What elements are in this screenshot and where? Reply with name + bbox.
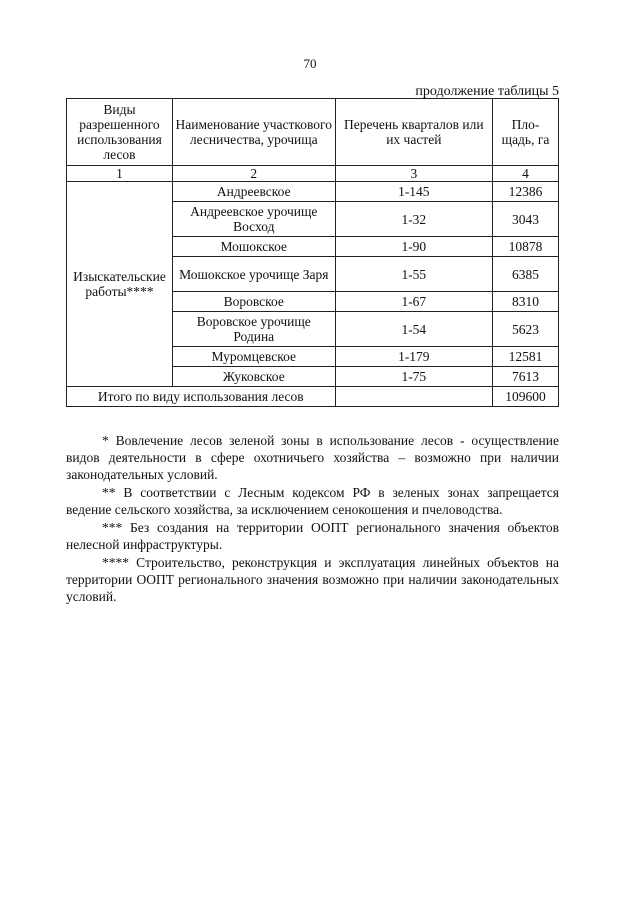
forestry-name: Андреевское урочище Восход [172, 202, 335, 237]
table-caption: продолжение таблицы 5 [415, 84, 559, 99]
area-value: 6385 [493, 257, 559, 292]
column-number-row [67, 166, 559, 182]
page-number: 70 [303, 56, 317, 71]
forestry-name: Воровское [172, 292, 335, 312]
header-forestry-name: Наименование участкового лесничества, урочища [172, 99, 335, 166]
total-row [67, 387, 559, 407]
header-area: Пло-щадь, га [493, 99, 559, 166]
footnote-3: *** Без создания на территории ООПТ регионального значения объектов нелесной инфраструктуры. [66, 520, 559, 552]
quarters-range: 1-90 [335, 237, 493, 257]
area-value: 12386 [493, 182, 559, 202]
area-value: 5623 [493, 312, 559, 347]
header-quarters-list: Перечень кварталов или их частей [335, 99, 493, 166]
quarters-range: 1-67 [335, 292, 493, 312]
quarters-range: 1-75 [335, 367, 493, 387]
column-number: 2 [172, 166, 335, 182]
forestry-name: Муромцевское [172, 347, 335, 367]
footnotes [66, 432, 559, 606]
forestry-name: Мошокское [172, 237, 335, 257]
quarters-range: 1-55 [335, 257, 493, 292]
forestry-name: Мошокское урочище Заря [172, 257, 335, 292]
forestry-name: Жуковское [172, 367, 335, 387]
table-row [67, 182, 559, 202]
quarters-range: 1-179 [335, 347, 493, 367]
header-use-type: Виды разрешенного использования лесов [67, 99, 173, 166]
footnote-2: ** В соответствии с Лесным кодексом РФ в зеленых зонах запрещается ведение сельского хозяйства, за исключением сенокошения и пчеловодства. [66, 485, 559, 517]
area-value: 10878 [493, 237, 559, 257]
column-number: 4 [493, 166, 559, 182]
total-quarters [335, 387, 493, 407]
quarters-range: 1-32 [335, 202, 493, 237]
forestry-name: Воровское урочище Родина [172, 312, 335, 347]
total-label: Итого по виду использования лесов [67, 387, 336, 407]
area-value: 8310 [493, 292, 559, 312]
total-area: 109600 [493, 387, 559, 407]
column-number: 3 [335, 166, 493, 182]
group-label-cell: Изыскательские работы**** [67, 182, 173, 387]
column-number: 1 [67, 166, 173, 182]
area-value: 3043 [493, 202, 559, 237]
area-value: 12581 [493, 347, 559, 367]
footnote-1: * Вовлечение лесов зеленой зоны в использование лесов - осуществление видов деятельности в сфере охотничьего хозяйства – возможно при наличии законодательных условий. [66, 433, 559, 482]
forest-use-table [66, 98, 559, 407]
area-value: 7613 [493, 367, 559, 387]
forestry-name: Андреевское [172, 182, 335, 202]
footnote-4: **** Строительство, реконструкция и эксплуатация линейных объектов на территории ООПТ регионального значения возможно при наличии законодательных условий. [66, 555, 559, 604]
table-header-row [67, 99, 559, 166]
quarters-range: 1-54 [335, 312, 493, 347]
quarters-range: 1-145 [335, 182, 493, 202]
